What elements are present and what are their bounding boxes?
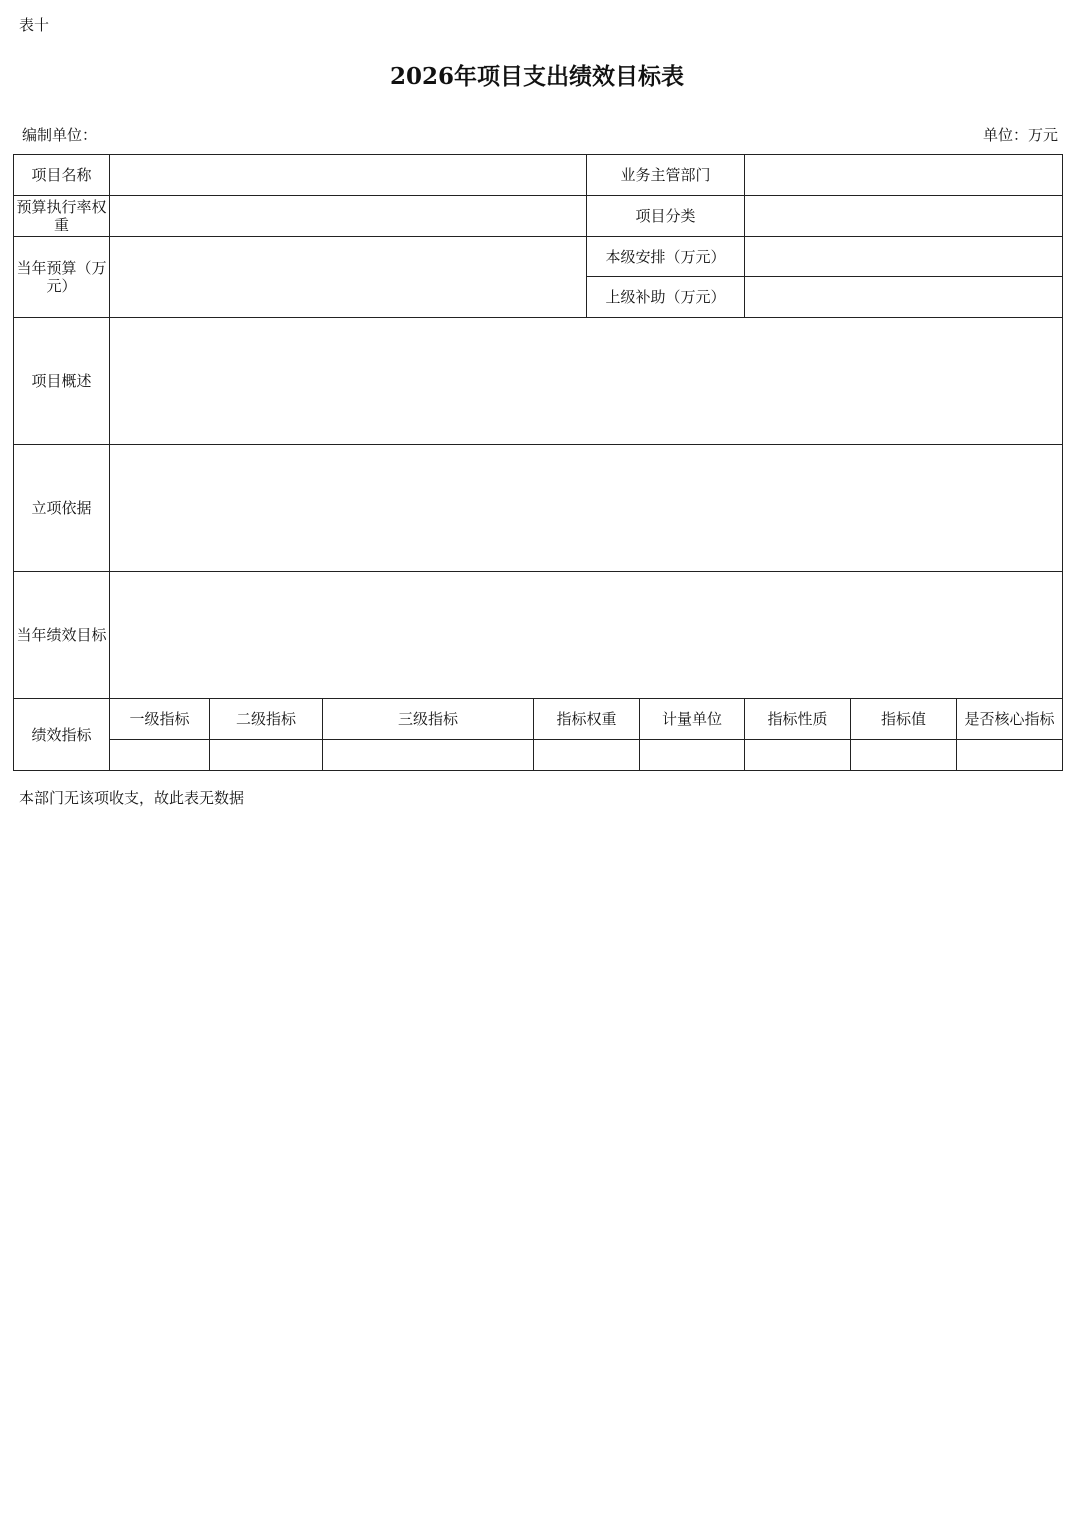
indicator-cell[interactable] [534,740,640,771]
basis-value[interactable] [110,445,1063,572]
project-name-label: 项目名称 [14,155,110,196]
overview-value[interactable] [110,318,1063,445]
project-name-value[interactable] [110,155,587,196]
indicators-label: 绩效指标 [14,699,110,771]
indicator-cell[interactable] [323,740,534,771]
indicator-col-header: 指标性质 [745,699,851,740]
local-arrangement-label: 本级安排（万元） [587,237,745,277]
department-value[interactable] [745,155,1063,196]
budget-rate-weight-label: 预算执行率权重 [14,196,110,237]
superior-subsidy-label: 上级补助（万元） [587,277,745,318]
indicator-cell[interactable] [851,740,957,771]
project-category-label: 项目分类 [587,196,745,237]
indicator-col-header: 指标值 [851,699,957,740]
project-category-value[interactable] [745,196,1063,237]
indicator-col-header: 计量单位 [640,699,745,740]
basis-label: 立项依据 [14,445,110,572]
footnote: 本部门无该项收支，故此表无数据 [19,789,245,807]
indicator-cell[interactable] [110,740,210,771]
superior-subsidy-value[interactable] [745,277,1063,318]
indicator-cell[interactable] [210,740,323,771]
compiler-label: 编制单位： [22,126,98,144]
annual-budget-value[interactable] [110,237,587,318]
performance-target-table [13,154,1063,771]
indicator-col-header: 是否核心指标 [957,699,1063,740]
department-label: 业务主管部门 [587,155,745,196]
indicator-col-header: 三级指标 [323,699,534,740]
annual-budget-label: 当年预算（万元） [14,237,110,318]
indicator-col-header: 二级指标 [210,699,323,740]
page-title: 2026年项目支出绩效目标表 [389,63,684,90]
local-arrangement-value[interactable] [745,237,1063,277]
unit-label: 单位：万元 [982,126,1058,144]
annual-goal-value[interactable] [110,572,1063,699]
indicator-col-header: 指标权重 [534,699,640,740]
budget-rate-weight-value[interactable] [110,196,587,237]
indicator-cell[interactable] [640,740,745,771]
indicator-cell[interactable] [745,740,851,771]
annual-goal-label: 当年绩效目标 [14,572,110,699]
table-number: 表十 [19,16,50,34]
indicator-col-header: 一级指标 [110,699,210,740]
overview-label: 项目概述 [14,318,110,445]
indicator-cell[interactable] [957,740,1063,771]
